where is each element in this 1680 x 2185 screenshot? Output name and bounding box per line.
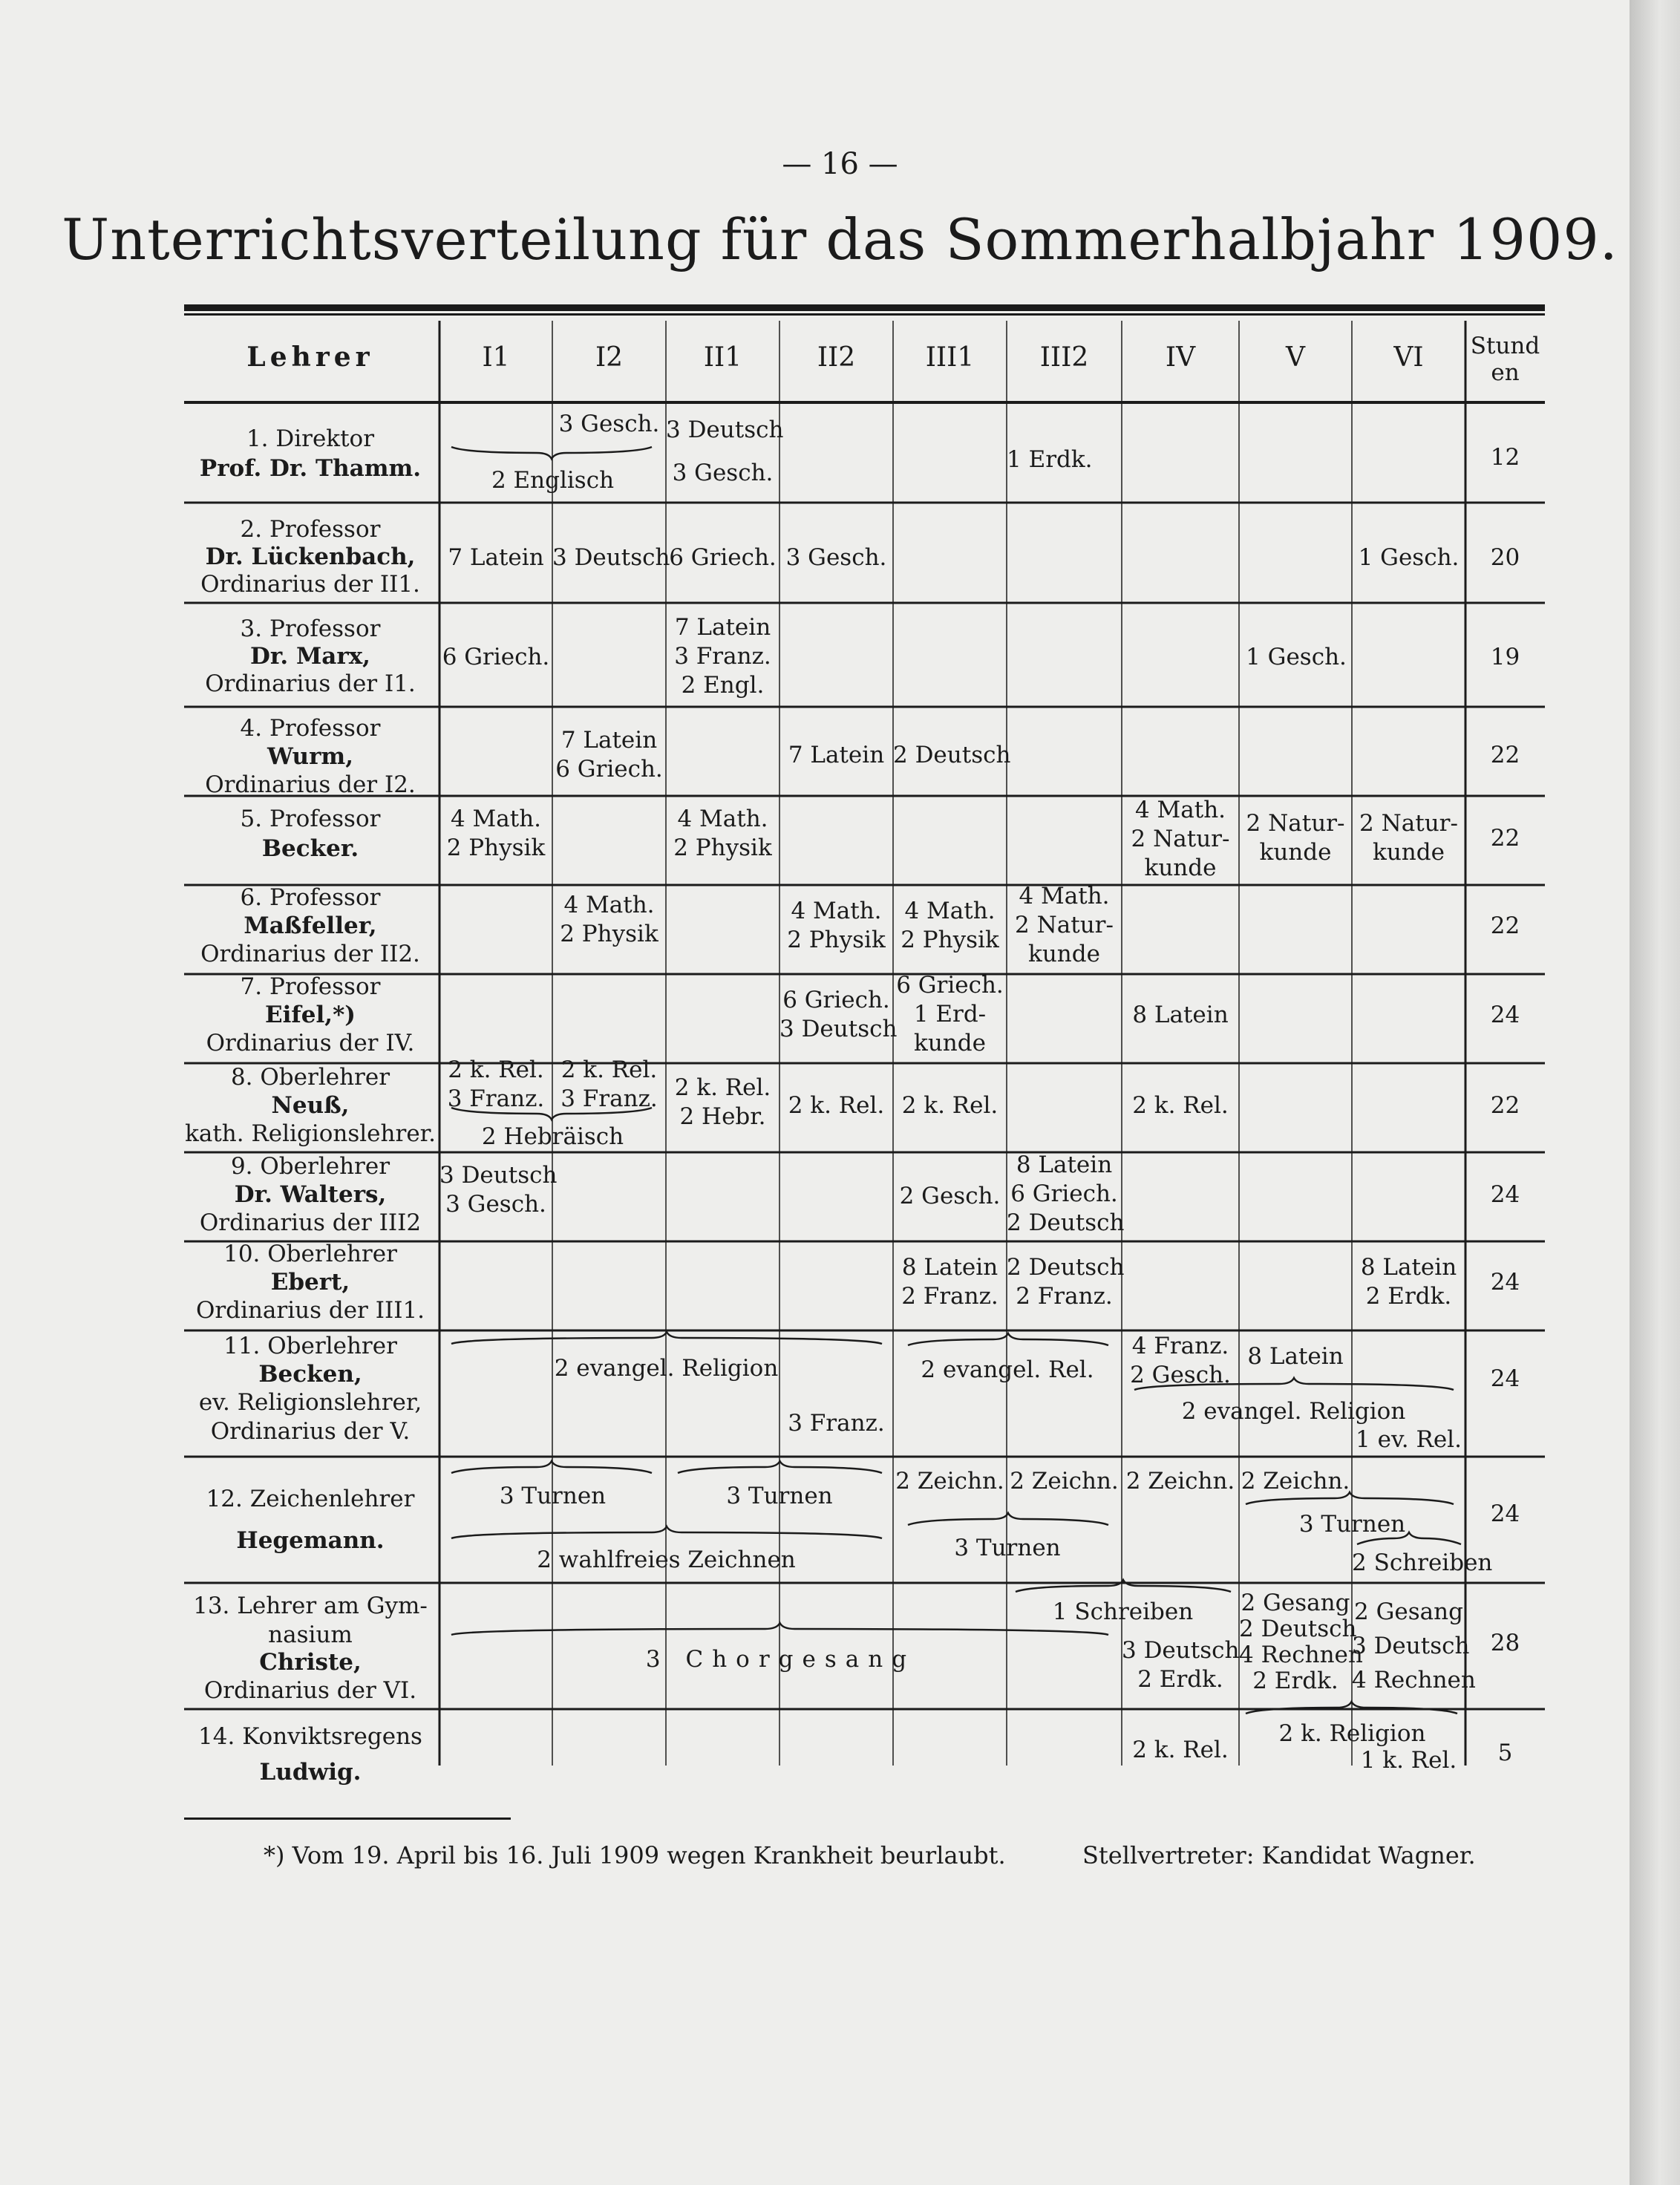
cell-r1-i1i2-bottom: 2 Englisch	[491, 467, 615, 494]
cell-r8-ii1: 2 k. Rel. 2 Hebr.	[674, 1074, 771, 1130]
cell-r1-iii: 1 Erdk.	[1007, 446, 1093, 473]
teacher-extra: Ordinarius der IV.	[206, 1030, 415, 1056]
teacher-role: 3. Professor	[240, 615, 381, 642]
header-ii2: II2	[817, 342, 856, 373]
teacher-name: Dr. Walters,	[234, 1181, 387, 1208]
cell-r10-iii1: 8 Latein 2 Franz.	[901, 1254, 998, 1310]
teacher-role: 11. Oberlehrer	[223, 1333, 397, 1359]
teacher-name: Becken,	[258, 1361, 362, 1388]
schedule-table	[184, 321, 1545, 1786]
cell-r9-i1: 3 Deutsch 3 Gesch.	[439, 1162, 558, 1218]
teacher-extra: Ordinarius der III1.	[195, 1297, 425, 1324]
hours-5: 22	[1490, 825, 1520, 852]
cell-r8-ii2: 2 k. Rel.	[788, 1092, 885, 1119]
cell-r13-v: 2 Gesang 2 Deutsch 4 Rechnen 2 Erdk.	[1239, 1590, 1363, 1694]
hours-3: 19	[1490, 644, 1520, 670]
brace-r12-turnen-iii	[908, 1513, 1108, 1525]
cell-r8-iv: 2 k. Rel.	[1132, 1092, 1229, 1119]
cell-r14-iv: 2 k. Rel.	[1132, 1737, 1229, 1763]
teacher-role: 7. Professor	[240, 973, 381, 1000]
cell-r4-ii2: 7 Latein	[788, 742, 885, 768]
header-i2: I2	[595, 342, 624, 373]
cell-r12-vi-bottom: 2 Schreiben	[1352, 1549, 1493, 1576]
cell-r12-iii1: 2 Zeichn.	[895, 1468, 1004, 1495]
cell-r13-vi: 2 Gesang 3 Deutsch 4 Rechnen	[1352, 1598, 1476, 1694]
cell-r3-iv-v: 1 Gesch.	[1246, 644, 1347, 670]
header-v: V	[1286, 342, 1305, 373]
teacher-num: 7.	[240, 973, 263, 1000]
cell-r6-ii2: 4 Math. 2 Physik	[787, 898, 886, 953]
cell-r8-iii1: 2 k. Rel.	[901, 1092, 998, 1119]
cell-r12-ii: 3 Turnen	[726, 1483, 833, 1509]
cell-r2-ii2: 3 Gesch.	[785, 544, 887, 571]
cell-r2-vi: 1 Gesch.	[1358, 544, 1460, 571]
brace-r12-turnen-i	[451, 1461, 652, 1473]
page-title: Unterrichtsverteilung für das Sommerhalbjahr 1909.	[62, 206, 1618, 272]
teacher-role: 9. Oberlehrer	[230, 1153, 390, 1180]
cell-r12-v-vi: 3 Turnen	[1298, 1511, 1406, 1538]
cell-r11-iv: 4 Franz. 2 Gesch.	[1130, 1333, 1231, 1388]
teacher-num: 10.	[223, 1241, 261, 1267]
cell-r12-iii2: 2 Zeichn.	[1010, 1468, 1119, 1495]
hours-9: 24	[1490, 1181, 1520, 1208]
teacher-extra: Ordinarius der II1.	[200, 571, 420, 598]
cell-r5-ii1: 4 Math. 2 Physik	[673, 806, 772, 861]
cell-r11-v: 8 Latein	[1247, 1343, 1344, 1370]
cell-r1-ii1-top: 3 Deutsch	[666, 417, 784, 443]
cell-r10-vi: 8 Latein 2 Erdk.	[1360, 1254, 1457, 1310]
hours-7: 24	[1490, 1002, 1520, 1028]
cell-r2-i1: 7 Latein	[448, 544, 544, 571]
teacher-name: Christe,	[259, 1649, 362, 1676]
teacher-num: 11.	[223, 1333, 261, 1359]
teacher-name: Wurm,	[267, 743, 354, 770]
teacher-num: 12.	[206, 1486, 243, 1512]
hours-6: 22	[1490, 912, 1520, 939]
teacher-num: 8.	[230, 1064, 253, 1091]
teacher-name: Dr. Marx,	[250, 643, 370, 670]
header-hours: Stunden	[1470, 333, 1540, 386]
cell-r11-vi-bottom: 1 ev. Rel.	[1356, 1426, 1462, 1453]
teacher-role: 14. Konviktsregens	[198, 1723, 422, 1750]
cell-r10-iii2: 2 Deutsch 2 Franz.	[1007, 1254, 1125, 1310]
cell-r3-i1: 6 Griech.	[442, 644, 550, 670]
cell-r12-i-ii-bottom: 2 wahlfreies Zeichnen	[537, 1547, 796, 1573]
teacher-num: 1.	[246, 425, 269, 452]
title-rule	[184, 304, 1545, 311]
teacher-extra: Ordinarius der I2.	[205, 771, 416, 798]
cell-r14-v-vi: 2 k. Religion	[1278, 1720, 1426, 1747]
page-number: — 16 —	[782, 147, 898, 181]
cell-r11-i-ii: 2 evangel. Religion	[554, 1355, 779, 1382]
teacher-num: 9.	[230, 1153, 253, 1180]
teacher-extra: Ordinarius der I1.	[205, 670, 416, 697]
hours-1: 12	[1490, 444, 1520, 471]
cell-r6-iii1: 4 Math. 2 Physik	[901, 898, 999, 953]
brace-r11-religion	[451, 1332, 882, 1344]
header-vi: VI	[1393, 342, 1424, 373]
hours-13: 28	[1490, 1630, 1520, 1656]
teacher-extra: Ordinarius der III2	[199, 1209, 422, 1236]
cell-r13-iv: 3 Deutsch 2 Erdk.	[1122, 1637, 1240, 1693]
cell-r8-i1: 2 k. Rel. 3 Franz.	[447, 1056, 545, 1112]
teacher-role: 2. Professor	[240, 516, 381, 543]
cell-r9-iii2: 8 Latein 6 Griech. 2 Deutsch	[1007, 1152, 1125, 1236]
teacher-extra: Ordinarius der VI.	[203, 1677, 417, 1704]
cell-r12-v: 2 Zeichn.	[1241, 1468, 1350, 1495]
cell-r11-iii: 2 evangel. Rel.	[921, 1356, 1094, 1383]
cell-r6-iii2: 4 Math. 2 Natur- kunde	[1015, 883, 1114, 967]
teacher-name: Becker.	[261, 835, 359, 862]
hours-8: 22	[1490, 1092, 1520, 1119]
teacher-name: Hegemann.	[236, 1527, 385, 1554]
header-iii1: III1	[925, 342, 975, 373]
header-teacher: Lehrer	[246, 342, 374, 373]
teacher-num: 13.	[193, 1593, 230, 1619]
cell-r8-i2: 2 k. Rel. 3 Franz.	[560, 1056, 658, 1112]
cell-r13-schreiben: 1 Schreiben	[1052, 1598, 1194, 1625]
cell-r1-i2-top: 3 Gesch.	[558, 411, 660, 437]
footnote: *) Vom 19. April bis 16. Juli 1909 wegen Krankheit beurlaubt.	[264, 1841, 1006, 1869]
title-rule-thin	[184, 313, 1545, 316]
brace-r13-schreiben	[1016, 1580, 1231, 1592]
cell-r7-iii1: 6 Griech. 1 Erd- kunde	[896, 972, 1004, 1056]
header-i1: I1	[482, 342, 510, 373]
cell-r2-i2: 3 Deutsch	[552, 544, 670, 571]
teacher-name: Ebert,	[270, 1269, 350, 1296]
brace-r12-zeichnen	[451, 1526, 882, 1538]
hours-12: 24	[1490, 1500, 1520, 1527]
teacher-num: 3.	[240, 615, 263, 642]
cell-r4-i2: 7 Latein 6 Griech.	[555, 727, 663, 783]
cell-r9-iii1: 2 Gesch.	[899, 1183, 1001, 1209]
teacher-extra: Ordinarius der II2.	[200, 941, 420, 967]
cell-r3-ii1: 7 Latein 3 Franz. 2 Engl.	[674, 614, 771, 699]
cell-r11-iv-vi: 2 evangel. Religion	[1181, 1398, 1406, 1425]
teacher-name: Dr. Lückenbach,	[205, 543, 416, 570]
cell-r5-v: 2 Natur- kunde	[1246, 810, 1345, 866]
teacher-name: Ludwig.	[259, 1759, 362, 1786]
cell-r12-iii-bottom: 3 Turnen	[954, 1535, 1061, 1561]
hours-2: 20	[1490, 544, 1520, 571]
cell-r5-iv: 4 Math. 2 Natur- kunde	[1131, 797, 1230, 881]
teacher-role: 8. Oberlehrer	[230, 1064, 390, 1091]
brace-r1-englisch	[451, 447, 652, 459]
brace-r11-rel	[908, 1333, 1108, 1345]
teacher-role: 1. Direktor	[246, 425, 375, 452]
teacher-role: 10. Oberlehrer	[223, 1241, 397, 1267]
hours-10: 24	[1490, 1269, 1520, 1296]
teacher-role: 6. Professor	[240, 884, 381, 911]
footnote-substitute: Stellvertreter: Kandidat Wagner.	[1082, 1841, 1476, 1869]
footnote-rule	[184, 1817, 511, 1820]
teacher-num: 4.	[240, 715, 263, 742]
cell-r2-ii1: 6 Griech.	[669, 544, 777, 571]
cell-r13-chor: 3 Chorgesang	[645, 1646, 916, 1673]
header-iv: IV	[1165, 342, 1196, 373]
teacher-num: 14.	[198, 1723, 235, 1750]
cell-r12-iv: 2 Zeichn.	[1125, 1468, 1235, 1495]
teacher-name: Maßfeller,	[243, 912, 377, 939]
teacher-extra: kath. Religionslehrer.	[185, 1120, 436, 1147]
cell-r8-i1i2-bottom: 2 Hebräisch	[481, 1123, 624, 1150]
header-iii2: III2	[1039, 342, 1089, 373]
cell-r7-iv: 8 Latein	[1132, 1002, 1229, 1028]
cell-r5-i1: 4 Math. 2 Physik	[446, 806, 546, 861]
cell-r6-i2: 4 Math. 2 Physik	[560, 892, 658, 947]
teacher-role: 5. Professor	[240, 806, 381, 832]
hours-11: 24	[1490, 1365, 1520, 1392]
hours-4: 22	[1490, 742, 1520, 768]
teacher-extra: ev. Religionslehrer, Ordinarius der V.	[198, 1389, 422, 1445]
hours-14: 5	[1497, 1740, 1513, 1766]
cell-r14-vi-bottom: 1 k. Rel.	[1360, 1747, 1457, 1774]
page-edge-shadow	[1630, 0, 1680, 2185]
teacher-name: Eifel,*)	[265, 1002, 356, 1028]
teacher-role: 4. Professor	[240, 715, 381, 742]
cell-r12-i: 3 Turnen	[499, 1483, 607, 1509]
teacher-name: Prof. Dr. Thamm.	[199, 455, 422, 482]
teacher-role: 12. Zeichenlehrer	[206, 1486, 415, 1512]
teacher-num: 2.	[240, 516, 263, 543]
cell-r11-ii2-bottom: 3 Franz.	[788, 1410, 885, 1437]
teacher-num: 5.	[240, 806, 263, 832]
teacher-num: 6.	[240, 884, 263, 911]
header-ii1: II1	[703, 342, 742, 373]
teacher-role: 13. Lehrer am Gym- nasium	[193, 1593, 428, 1648]
cell-r1-ii1-bottom: 3 Gesch.	[672, 460, 774, 486]
teacher-name: Neuß,	[271, 1092, 350, 1119]
cell-r5-vi: 2 Natur- kunde	[1359, 810, 1458, 866]
cell-r7-ii2: 6 Griech. 3 Deutsch	[779, 987, 898, 1042]
cell-r4-iii1: 2 Deutsch	[893, 742, 1011, 768]
